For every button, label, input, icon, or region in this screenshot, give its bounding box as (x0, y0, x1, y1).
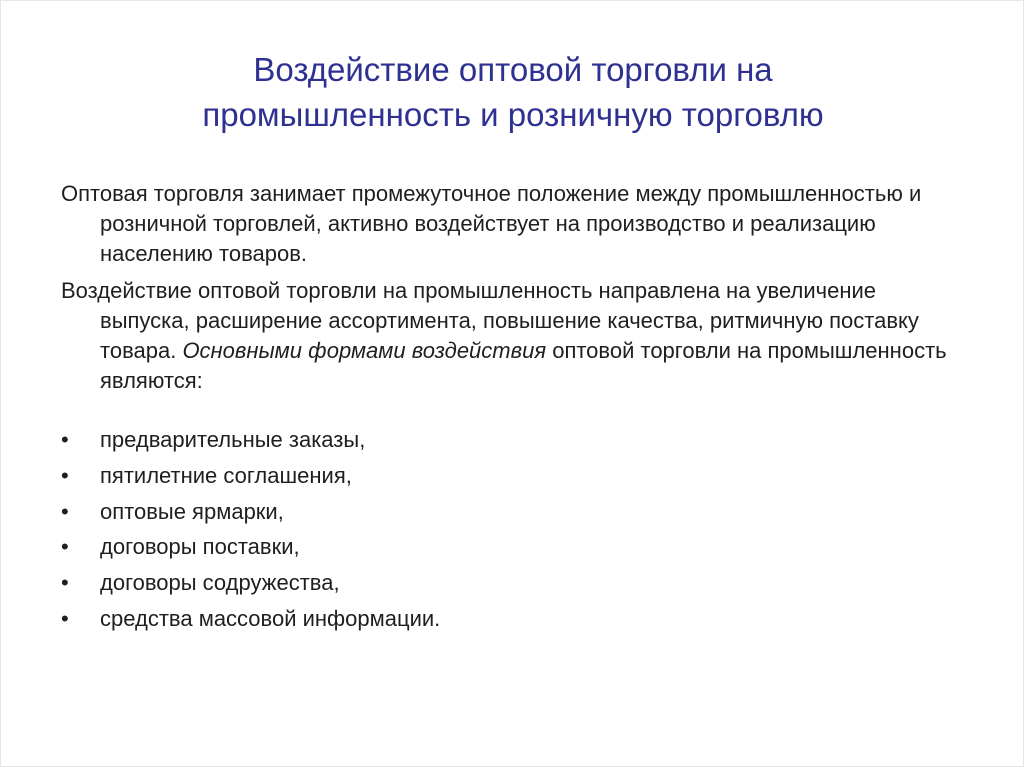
slide-body (61, 179, 971, 396)
bullet-list (61, 422, 961, 637)
paragraph-1: Оптовая торговля занимает промежуточное положение между промышленностью и розничной торговлей, активно воздействует на производство и реализацию населению товаров. (61, 181, 922, 266)
slide-title-line-2: промышленность и розничную торговлю (202, 96, 824, 133)
list-item (61, 458, 961, 494)
list-item (61, 565, 961, 601)
list-item-text: пятилетние соглашения, (100, 462, 352, 488)
paragraph-2-tail: оптовой торговли на промышленность являются: (100, 338, 947, 393)
list-item (61, 529, 961, 565)
slide-title (61, 47, 965, 137)
list-item (61, 494, 961, 530)
bullet-icon: • (61, 605, 69, 631)
list-item (61, 601, 961, 637)
bullet-icon: • (61, 534, 69, 560)
paragraph-2-text: Воздействие оптовой торговли на промышленность направлена на увеличение выпуска, расширение ассортимента, повышение качества, ритмичную поставку товара. (61, 278, 919, 363)
bullet-icon: • (61, 498, 69, 524)
list-item-text: оптовые ярмарки, (100, 498, 284, 524)
bullet-icon: • (61, 462, 69, 488)
list-item-text: предварительные заказы, (100, 427, 366, 452)
list-item-text: договоры поставки, (100, 534, 300, 560)
paragraph-2-emphasis: Основными формами воздействия (182, 338, 547, 363)
list-item (61, 422, 961, 458)
list-item-text: средства массовой информации. (100, 605, 441, 631)
paragraph-2 (61, 276, 971, 396)
bullet-icon: • (61, 570, 69, 596)
slide-title-line-1: Воздействие оптовой торговли на (253, 51, 773, 88)
bullet-icon: • (61, 427, 69, 452)
list-item-text: договоры содружества, (100, 570, 340, 596)
